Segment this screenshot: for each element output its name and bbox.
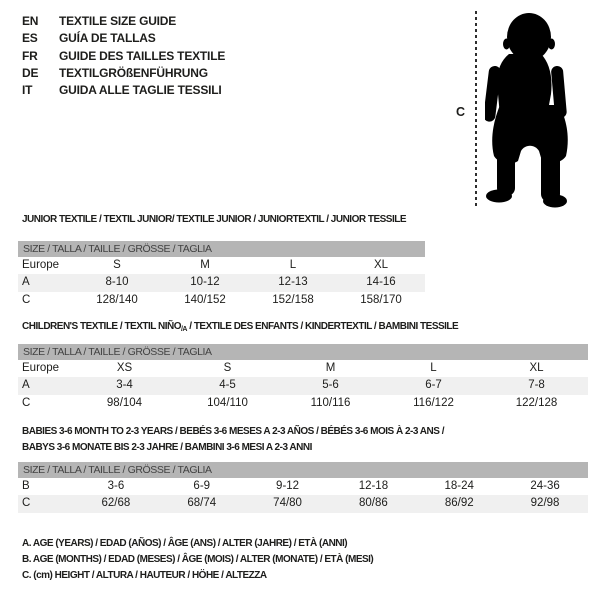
table-row	[18, 274, 425, 291]
language-code: EN	[22, 14, 39, 28]
row-label: C	[22, 497, 31, 510]
language-code: IT	[22, 83, 33, 98]
table-cell: 5-6	[322, 379, 339, 392]
table-cell: 3-4	[116, 379, 133, 392]
table-cell: 62/68	[101, 497, 131, 510]
language-row	[22, 65, 225, 82]
row-label: C	[22, 396, 31, 409]
table-cell: XL	[373, 259, 389, 271]
table-cell: 140/152	[184, 293, 226, 306]
language-code: DE	[22, 65, 39, 80]
childrens-size-table	[18, 344, 588, 412]
junior-table-title	[22, 212, 406, 228]
table-title-text: BABIES 3-6 MONTH TO 2-3 YEARS / BEBÉS 3-6 MESES A 2-3 AÑOS / BÉBÉS 3-6 MOIS À 2-3 ANS /	[22, 426, 444, 437]
language-title: GUIDE DES TAILLES TEXTILE	[59, 48, 226, 63]
table-cell: 152/158	[272, 293, 314, 306]
table-cell: L	[289, 259, 297, 271]
table-row	[18, 478, 588, 495]
table-row	[18, 395, 588, 412]
table-cell: S	[223, 362, 232, 374]
note-height-cm: C. (cm) HEIGHT / ALTURA / HAUTEUR / HÖHE / ALTEZZA	[22, 570, 267, 582]
row-label: B	[22, 480, 30, 492]
table-cell: 86/92	[444, 497, 474, 510]
size-header-bar: SIZE / TALLA / TAILLE / GRÖSSE / TAGLIA	[18, 462, 588, 478]
table-cell: 122/128	[515, 396, 558, 409]
height-measure-label: C	[456, 105, 466, 119]
language-title: TEXTILGRÖßENFÜHRUNG	[59, 65, 208, 80]
note-age-years: A. AGE (YEARS) / EDAD (AÑOS) / ÂGE (ANS) / ALTER (JAHRE) / ETÀ (ANNI)	[22, 538, 348, 549]
table-cell: 80/86	[359, 497, 388, 510]
table-cell: 12-18	[358, 480, 389, 492]
table-cell: 104/110	[207, 396, 248, 409]
table-cell: 3-6	[107, 480, 125, 492]
table-row	[18, 360, 588, 377]
row-label: A	[22, 276, 30, 289]
table-title-text: /A	[180, 326, 187, 333]
table-cell: 14-16	[366, 276, 396, 289]
junior-size-table	[18, 241, 425, 309]
table-cell: M	[325, 362, 336, 374]
table-cell: 4-5	[219, 379, 236, 392]
table-cell: XS	[116, 362, 133, 374]
table-cell: 24-36	[530, 480, 560, 492]
table-cell: 9-12	[276, 480, 300, 492]
table-row	[18, 377, 588, 394]
childrens-table-title	[22, 319, 458, 338]
babies-size-table	[18, 462, 588, 513]
table-row	[18, 495, 588, 512]
table-title-text: CHILDREN'S TEXTILE / TEXTIL NIÑO	[22, 321, 181, 332]
table-rows	[18, 360, 588, 412]
table-cell: L	[430, 362, 437, 374]
language-code: ES	[22, 31, 38, 46]
language-legend	[22, 13, 225, 99]
table-row	[18, 257, 425, 274]
language-title: GUIDA ALLE TAGLIE TESSILI	[59, 83, 222, 98]
table-cell: 92/98	[530, 497, 560, 510]
size-header-bar: SIZE / TALLA / TAILLE / GRÖSSE / TAGLIA	[18, 241, 425, 257]
table-row	[18, 292, 425, 309]
legend-notes	[22, 536, 373, 585]
table-cell: M	[200, 259, 210, 271]
table-cell: 98/104	[106, 396, 143, 409]
note-age-months: B. AGE (MONTHS) / EDAD (MESES) / ÂGE (MOIS) / ALTER (MONATE) / ETÀ (MESI)	[22, 554, 374, 566]
table-cell: 10-12	[190, 276, 220, 289]
language-code: FR	[22, 48, 38, 63]
table-cell: 18-24	[444, 480, 474, 492]
table-cell: 74/80	[273, 497, 302, 510]
table-cell: 128/140	[96, 293, 138, 306]
table-title-text: BABYS 3-6 MONATE BIS 2-3 JAHRE / BAMBINI 3-6 MESI A 2-3 ANNI	[22, 442, 312, 453]
table-cell: 7-8	[528, 379, 545, 392]
table-cell: 8-10	[105, 276, 129, 289]
language-row	[22, 13, 225, 30]
row-label: A	[22, 379, 30, 392]
table-cell: 116/122	[413, 396, 454, 409]
table-title-text: / TEXTILE DES ENFANTS / KINDERTEXTIL / BAMBINI TESSILE	[186, 321, 459, 332]
language-row	[22, 82, 225, 99]
row-label: Europe	[22, 362, 60, 374]
row-label: Europe	[22, 259, 60, 271]
table-cell: 12-13	[278, 276, 308, 289]
language-title: TEXTILE SIZE GUIDE	[59, 14, 177, 28]
language-title: GUÍA DE TALLAS	[59, 31, 156, 46]
toddler-silhouette-icon	[485, 10, 575, 208]
language-row	[22, 30, 225, 47]
row-label: C	[22, 293, 31, 306]
table-cell: 6-9	[193, 480, 211, 492]
size-header-bar: SIZE / TALLA / TAILLE / GRÖSSE / TAGLIA	[18, 344, 588, 360]
table-cell: XL	[529, 362, 544, 374]
table-cell: 6-7	[425, 379, 442, 392]
table-cell: S	[113, 259, 121, 271]
language-row	[22, 48, 225, 65]
table-cell: 68/74	[187, 497, 217, 510]
table-cell: 158/170	[360, 293, 402, 306]
table-title-text: JUNIOR TEXTILE / TEXTIL JUNIOR/ TEXTILE JUNIOR / JUNIORTEXTIL / JUNIOR TESSILE	[22, 214, 407, 225]
table-rows	[18, 257, 425, 309]
table-cell: 110/116	[310, 396, 351, 409]
table-rows	[18, 478, 588, 513]
height-measure-dashed-line	[475, 11, 477, 207]
babies-table-title	[22, 424, 444, 456]
